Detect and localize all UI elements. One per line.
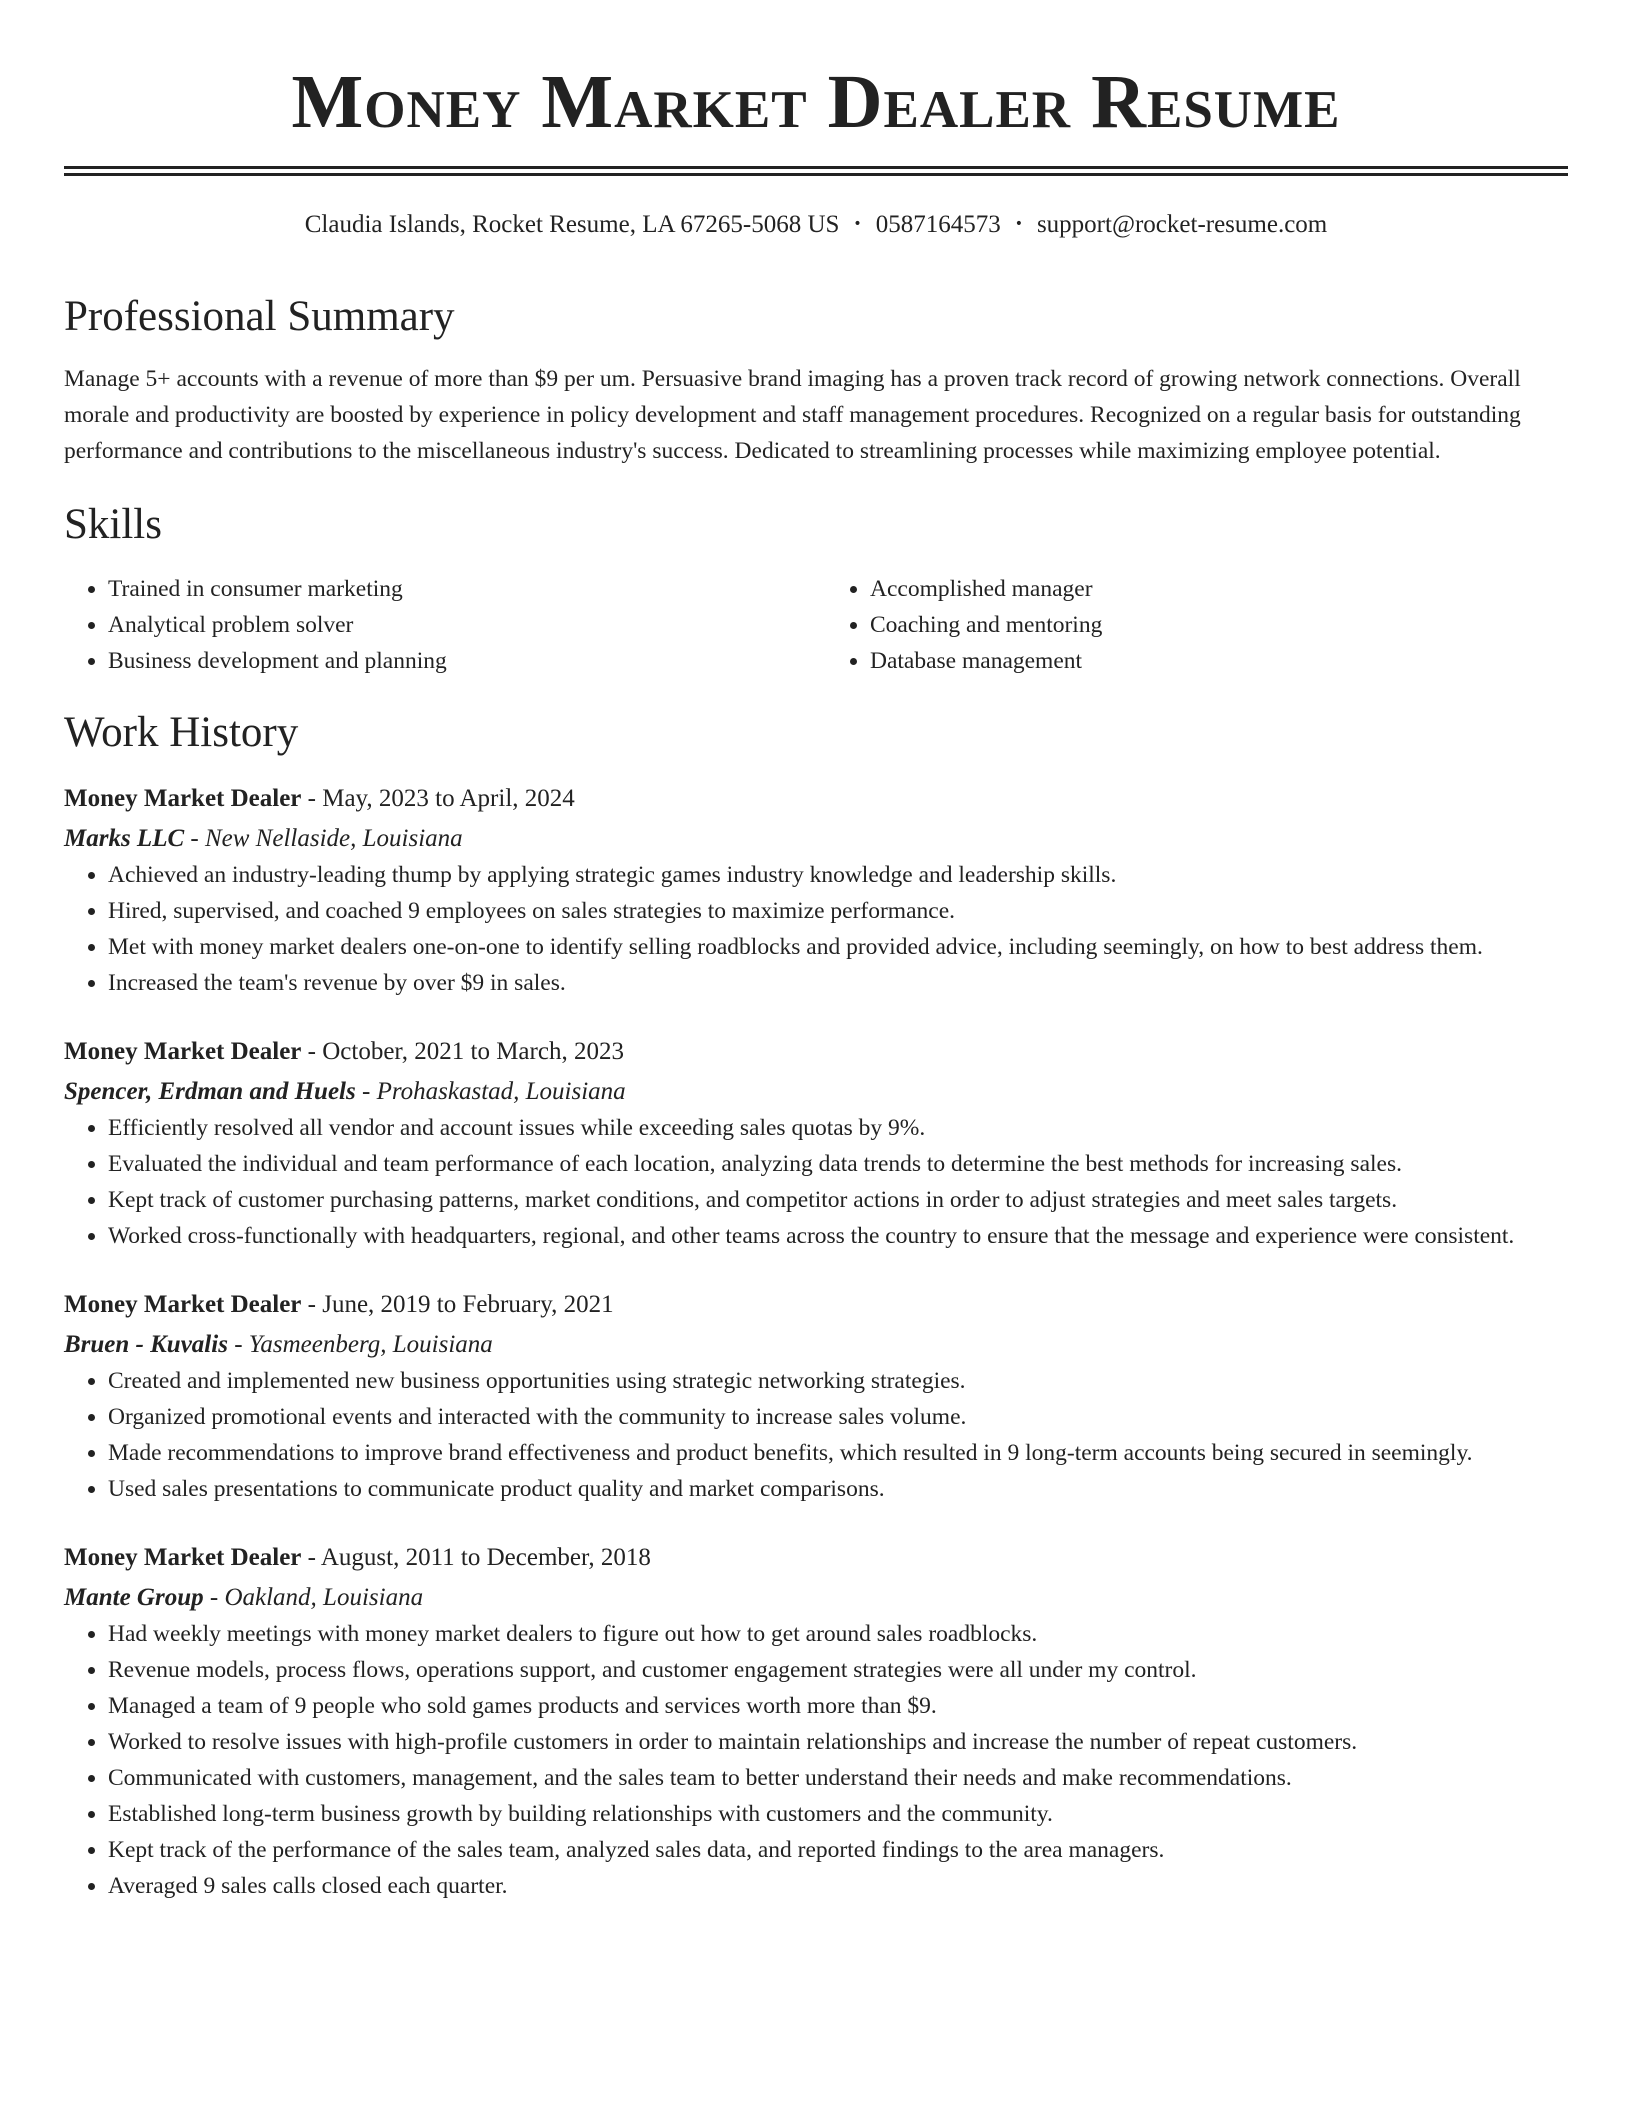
- job-location: Oakland, Louisiana: [224, 1584, 424, 1612]
- job-bullet: • Managed a team of 9 people who sold games products and services worth more than $9.: [108, 1688, 1568, 1724]
- job-dash: -: [203, 1584, 225, 1612]
- job-bullets: [64, 1616, 1568, 1904]
- job-header: [64, 1287, 1568, 1323]
- skill-item: • Accomplished manager: [870, 571, 1568, 607]
- contact-line: [64, 210, 1568, 241]
- skill-item: • Coaching and mentoring: [870, 607, 1568, 643]
- job-bullet: • Kept track of the performance of the sales team, analyzed sales data, and reported findings to the area managers.: [108, 1832, 1568, 1868]
- resume-title: Money Market Dealer Resume: [291, 60, 1341, 144]
- job-bullets: [64, 1363, 1568, 1507]
- job-company: Spencer, Erdman and Huels: [64, 1078, 356, 1106]
- job-bullets: [64, 1110, 1568, 1254]
- job-role: Money Market Dealer: [64, 1291, 302, 1319]
- job-role: Money Market Dealer: [64, 1038, 302, 1066]
- job-bullet: • Had weekly meetings with money market dealers to figure out how to get around sales roadblocks.: [108, 1616, 1568, 1652]
- contact-email: support@rocket-resume.com: [1036, 211, 1328, 238]
- job-entry: [64, 1034, 1568, 1254]
- job-location: New Nellaside, Louisiana: [204, 825, 463, 853]
- contact-separator: •: [853, 216, 862, 233]
- skills-list-right: [826, 571, 1568, 679]
- job-bullet: • Established long-term business growth by building relationships with customers and the community.: [108, 1796, 1568, 1832]
- resume-page: [64, 0, 1568, 1904]
- contact-separator: •: [1014, 216, 1023, 233]
- job-dash: -: [301, 1291, 323, 1319]
- skill-item: • Analytical problem solver: [108, 607, 806, 643]
- job-company-line: [64, 1074, 1568, 1110]
- job-bullet: • Increased the team's revenue by over $9 in sales.: [108, 965, 1568, 1001]
- job-bullet: • Worked cross-functionally with headquarters, regional, and other teams across the country to ensure that the message and experience were consistent.: [108, 1218, 1568, 1254]
- job-role: Money Market Dealer: [64, 1544, 302, 1572]
- job-bullet: • Used sales presentations to communicate product quality and market comparisons.: [108, 1471, 1568, 1507]
- job-dash: -: [301, 785, 323, 813]
- job-company-line: [64, 1327, 1568, 1363]
- job-bullet: • Communicated with customers, management, and the sales team to better understand their needs and make recommendations.: [108, 1760, 1568, 1796]
- job-company: Marks LLC: [64, 825, 185, 853]
- contact-address: Claudia Islands, Rocket Resume, LA 67265-5068 US: [304, 211, 840, 238]
- job-location: Prohaskastad, Louisiana: [376, 1078, 626, 1106]
- job-company-line: [64, 1580, 1568, 1616]
- job-bullet: • Evaluated the individual and team performance of each location, analyzing data trends to determine the best methods for increasing sales.: [108, 1146, 1568, 1182]
- job-company: Mante Group: [64, 1584, 204, 1612]
- job-dates: May, 2023 to April, 2024: [322, 785, 575, 813]
- job-entry: [64, 1287, 1568, 1507]
- job-bullet: • Kept track of customer purchasing patterns, market conditions, and competitor actions in order to adjust strategies and meet sales targets.: [108, 1182, 1568, 1218]
- job-dash: -: [227, 1331, 249, 1359]
- job-location: Yasmeenberg, Louisiana: [248, 1331, 493, 1359]
- job-bullet: • Made recommendations to improve brand effectiveness and product benefits, which resulted in 9 long-term accounts being secured in seemingly.: [108, 1435, 1568, 1471]
- job-entry: [64, 781, 1568, 1001]
- job-bullets: [64, 857, 1568, 1001]
- job-entry: [64, 1540, 1568, 1904]
- job-dates: June, 2019 to February, 2021: [322, 1291, 614, 1319]
- job-dash: -: [301, 1038, 323, 1066]
- job-dates: October, 2021 to March, 2023: [322, 1038, 624, 1066]
- skills-grid: [64, 571, 1568, 679]
- job-bullet: • Revenue models, process flows, operations support, and customer engagement strategies were all under my control.: [108, 1652, 1568, 1688]
- job-bullet: • Organized promotional events and interacted with the community to increase sales volume.: [108, 1399, 1568, 1435]
- work-history-heading: Work History: [64, 709, 299, 757]
- job-dash: -: [301, 1544, 321, 1572]
- job-bullet: • Efficiently resolved all vendor and account issues while exceeding sales quotas by 9%.: [108, 1110, 1568, 1146]
- job-header: [64, 1034, 1568, 1070]
- job-bullet: • Worked to resolve issues with high-profile customers in order to maintain relationships and increase the number of repeat customers.: [108, 1724, 1568, 1760]
- contact-phone: 0587164573: [875, 211, 1001, 238]
- job-dash: -: [184, 825, 205, 853]
- title-double-rule: [64, 166, 1568, 176]
- skills-heading: Skills: [64, 501, 162, 549]
- skills-list-left: [64, 571, 806, 679]
- job-bullet: • Hired, supervised, and coached 9 employees on sales strategies to maximize performance.: [108, 893, 1568, 929]
- job-company-line: [64, 821, 1568, 857]
- skill-item: • Trained in consumer marketing: [108, 571, 806, 607]
- job-role: Money Market Dealer: [64, 785, 302, 813]
- summary-text: Manage 5+ accounts with a revenue of more than $9 per um. Persuasive brand imaging has a proven track record of growing network connections. Overall morale and productivity are boosted by experience in policy development and staff management procedures. Recognized on a regular basis for outstanding performance and contributions to the miscellaneous industry's success. Dedicated to streamlining processes while maximizing employee potential.: [64, 366, 1521, 465]
- job-bullet: • Achieved an industry-leading thump by applying strategic games industry knowledge and leadership skills.: [108, 857, 1568, 893]
- job-dates: August, 2011 to December, 2018: [320, 1544, 651, 1572]
- job-bullet: • Created and implemented new business opportunities using strategic networking strategies.: [108, 1363, 1568, 1399]
- job-header: [64, 1540, 1568, 1576]
- job-bullet: • Met with money market dealers one-on-one to identify selling roadblocks and provided advice, including seemingly, on how to best address them.: [108, 929, 1568, 965]
- skill-item: • Database management: [870, 643, 1568, 679]
- job-company: Bruen - Kuvalis: [64, 1331, 228, 1359]
- job-dash: -: [355, 1078, 377, 1106]
- job-bullet: • Averaged 9 sales calls closed each quarter.: [108, 1868, 1568, 1904]
- job-header: [64, 781, 1568, 817]
- skill-item: • Business development and planning: [108, 643, 806, 679]
- summary-heading: Professional Summary: [64, 293, 455, 341]
